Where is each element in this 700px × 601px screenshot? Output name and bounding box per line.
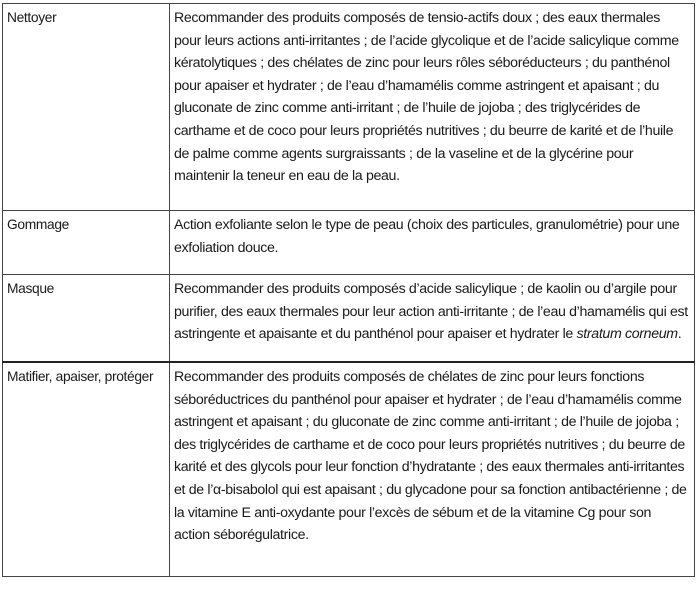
row-content (170, 275, 695, 363)
row-label: Matifier, apaiser, protéger (3, 362, 170, 577)
row-content: Recommander des produits composés de tensio-actifs doux ; des eaux thermales pour leurs actions anti-irritantes ; de l’acide glycolique et de l’acide salicylique comme kératolytiques ; des chélates de zinc pour leurs rôles séboréducteurs ; du panthénol pour apaiser et hydrater ; de l’eau d’hamamélis comme astringent et apaisant ; du gluconate de zinc comme anti-irritant ; de l’huile de jojoba ; des triglycérides de carthame et de coco pour leurs propriétés nutritives ; du beurre de karité et de l’huile de palme comme agents surgraissants ; de la vaseline et de la glycérine pour maintenir la teneur en eau de la peau. (170, 4, 695, 211)
row-content: Recommander des produits composés de chélates de zinc pour leurs fonctions séboréductrices du panthénol pour apaiser et hydrater ; de l’eau d’hamamélis comme astringent et apaisant ; du gluconate de zinc comme anti-irritant ; de l’huile de jojoba ; des triglycérides de carthame et de coco pour leurs propriétés nutritives ; du beurre de karité et des glycols pour leur fonction d’hydratante ; des eaux thermales anti-irritantes et de l’α-bisabolol qui est apaisant ; du glycadone pour sa fonction antibactérienne ; de la vitamine E anti-oxydante pour l’excès de sébum et de la vitamine Cg pour son action séborégulatrice. (170, 362, 695, 577)
table-row (3, 362, 695, 577)
row-label: Nettoyer (3, 4, 170, 211)
row-label: Gommage (3, 211, 170, 275)
row-content-end: . (677, 326, 682, 343)
row-content-italic: stratum corneum (576, 326, 678, 343)
row-label: Masque (3, 275, 170, 363)
table-row (3, 211, 695, 275)
skincare-table (2, 3, 695, 577)
table-row (3, 275, 695, 363)
row-content-text: Recommander des produits composés d’acide salicylique ; de kaolin ou d’argile pour purifier, des eaux thermales pour leur action anti-irritante ; de l’eau d’hamamélis qui est astringente et apaisante et du panthénol pour apaiser et hydrater le (174, 281, 688, 343)
row-content: Action exfoliante selon le type de peau (choix des particules, granulométrie) pour une exfoliation douce. (170, 211, 695, 275)
table-row (3, 4, 695, 211)
